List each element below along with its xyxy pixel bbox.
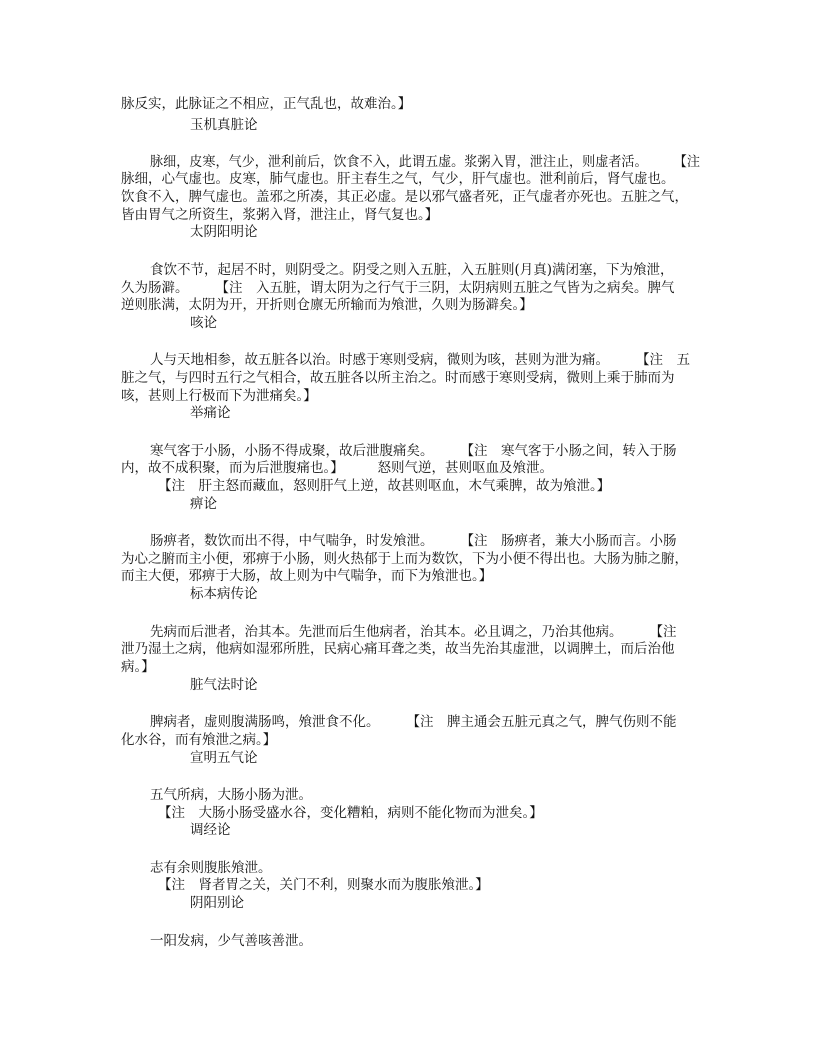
text-line: 泄乃湿土之病，他病如湿邪所胜，民病心痛耳聋之类，故当先治其虚泄，以调脾土，而后治他 [121, 641, 675, 657]
section-heading: 太阴阳明论 [190, 224, 258, 240]
text-line: 【注 大肠小肠受盛水谷，变化糟粕，病则不能化物而为泄矣。】 [158, 805, 543, 821]
text-line: 为心之腑而主小便，邪痹于小肠，则火热郁于上而为数饮，下为小便不得出也。大肠为肺之腑， [121, 551, 688, 567]
text-line: 五气所病，大肠小肠为泄。 [150, 787, 312, 803]
section-heading: 标本病传论 [190, 586, 258, 602]
text-line: 志有余则腹胀飧泄。 [150, 860, 272, 876]
text-line: 饮食不入，脾气虚也。盖邪之所凑，其正必虚。是以邪气盛者死，正气虚者亦死也。五脏之气， [121, 189, 688, 205]
text-line: 脏之气，与四时五行之气相合，故五脏各以所主治之。时而感于寒则受病，微则上乘于肺而为 [121, 370, 675, 386]
section-heading: 痹论 [190, 496, 217, 512]
text-line: 脉反实，此脉证之不相应，正气乱也，故难治。】 [121, 96, 412, 112]
text-line: 【注 肾者胃之关，关门不利，则聚水而为腹胀飧泄。】 [158, 877, 489, 893]
text-line: 久为肠澼。 【注 入五脏，谓太阴为之行气于三阴，太阴病则五脏之气皆为之病矣。脾气 [121, 280, 675, 296]
section-heading: 调经论 [190, 822, 231, 838]
text-line: 食饮不节，起居不时，则阴受之。阴受之则入五脏，入五脏则(月真)满闭塞，下为飧泄， [150, 262, 674, 278]
text-line: 化水谷，而有飧泄之病。】 [121, 732, 277, 748]
section-heading: 举痛论 [190, 405, 231, 421]
text-line: 而主大便，邪痹于大肠，故上则为中气喘争，而下为飧泄也。】 [121, 568, 493, 584]
text-line: 病。】 [121, 659, 155, 675]
section-heading: 阴阳别论 [190, 895, 244, 911]
text-line: 咳，甚则上行极而下为泄痛矣。】 [121, 388, 317, 404]
text-line: 一阳发病，少气善咳善泄。 [150, 933, 312, 949]
section-heading: 玉机真脏论 [190, 117, 258, 133]
text-line: 寒气客于小肠，小肠不得成聚，故后泄腹痛矣。 【注 寒气客于小肠之间，转入于肠 [150, 443, 677, 459]
section-heading: 宣明五气论 [190, 750, 258, 766]
text-line: 脉细，皮寒，气少，泄利前后，饮食不入，此谓五虚。浆粥入胃，泄注止，则虚者活。 【注 [150, 154, 700, 170]
text-line: 先病而后泄者，治其本。先泄而后生他病者，治其本。必且调之，乃治其他病。 【注 [150, 624, 677, 640]
text-line: 内，故不成积聚，而为后泄腹痛也。】 怒则气逆，甚则呕血及飧泄。 [121, 460, 553, 476]
text-line: 皆由胃气之所资生，浆粥入肾，泄注止，肾气复也。】 [121, 207, 439, 223]
section-heading: 脏气法时论 [190, 677, 258, 693]
text-line: 脉细，心气虚也。皮寒，肺气虚也。肝主春生之气，气少，肝气虚也。泄利前后，肾气虚也。 [121, 171, 675, 187]
text-line: 【注 肝主怒而藏血，怒则肝气上逆，故甚则呕血，木气乘脾，故为飧泄。】 [158, 478, 611, 494]
text-line: 肠痹者，数饮而出不得，中气喘争，时发飧泄。 【注 肠痹者，兼大小肠而言。小肠 [150, 533, 677, 549]
text-line: 脾病者，虚则腹满肠鸣，飧泄食不化。 【注 脾主通会五脏元真之气，脾气伤则不能 [150, 714, 677, 730]
section-heading: 咳论 [190, 315, 217, 331]
text-line: 人与天地相参，故五脏各以治。时感于寒则受病，微则为咳，甚则为泄为痛。 【注 五 [150, 352, 690, 368]
text-line: 逆则胀满，太阴为开，开折则仓廪无所输而为飧泄，久则为肠澼矣。】 [121, 297, 533, 313]
